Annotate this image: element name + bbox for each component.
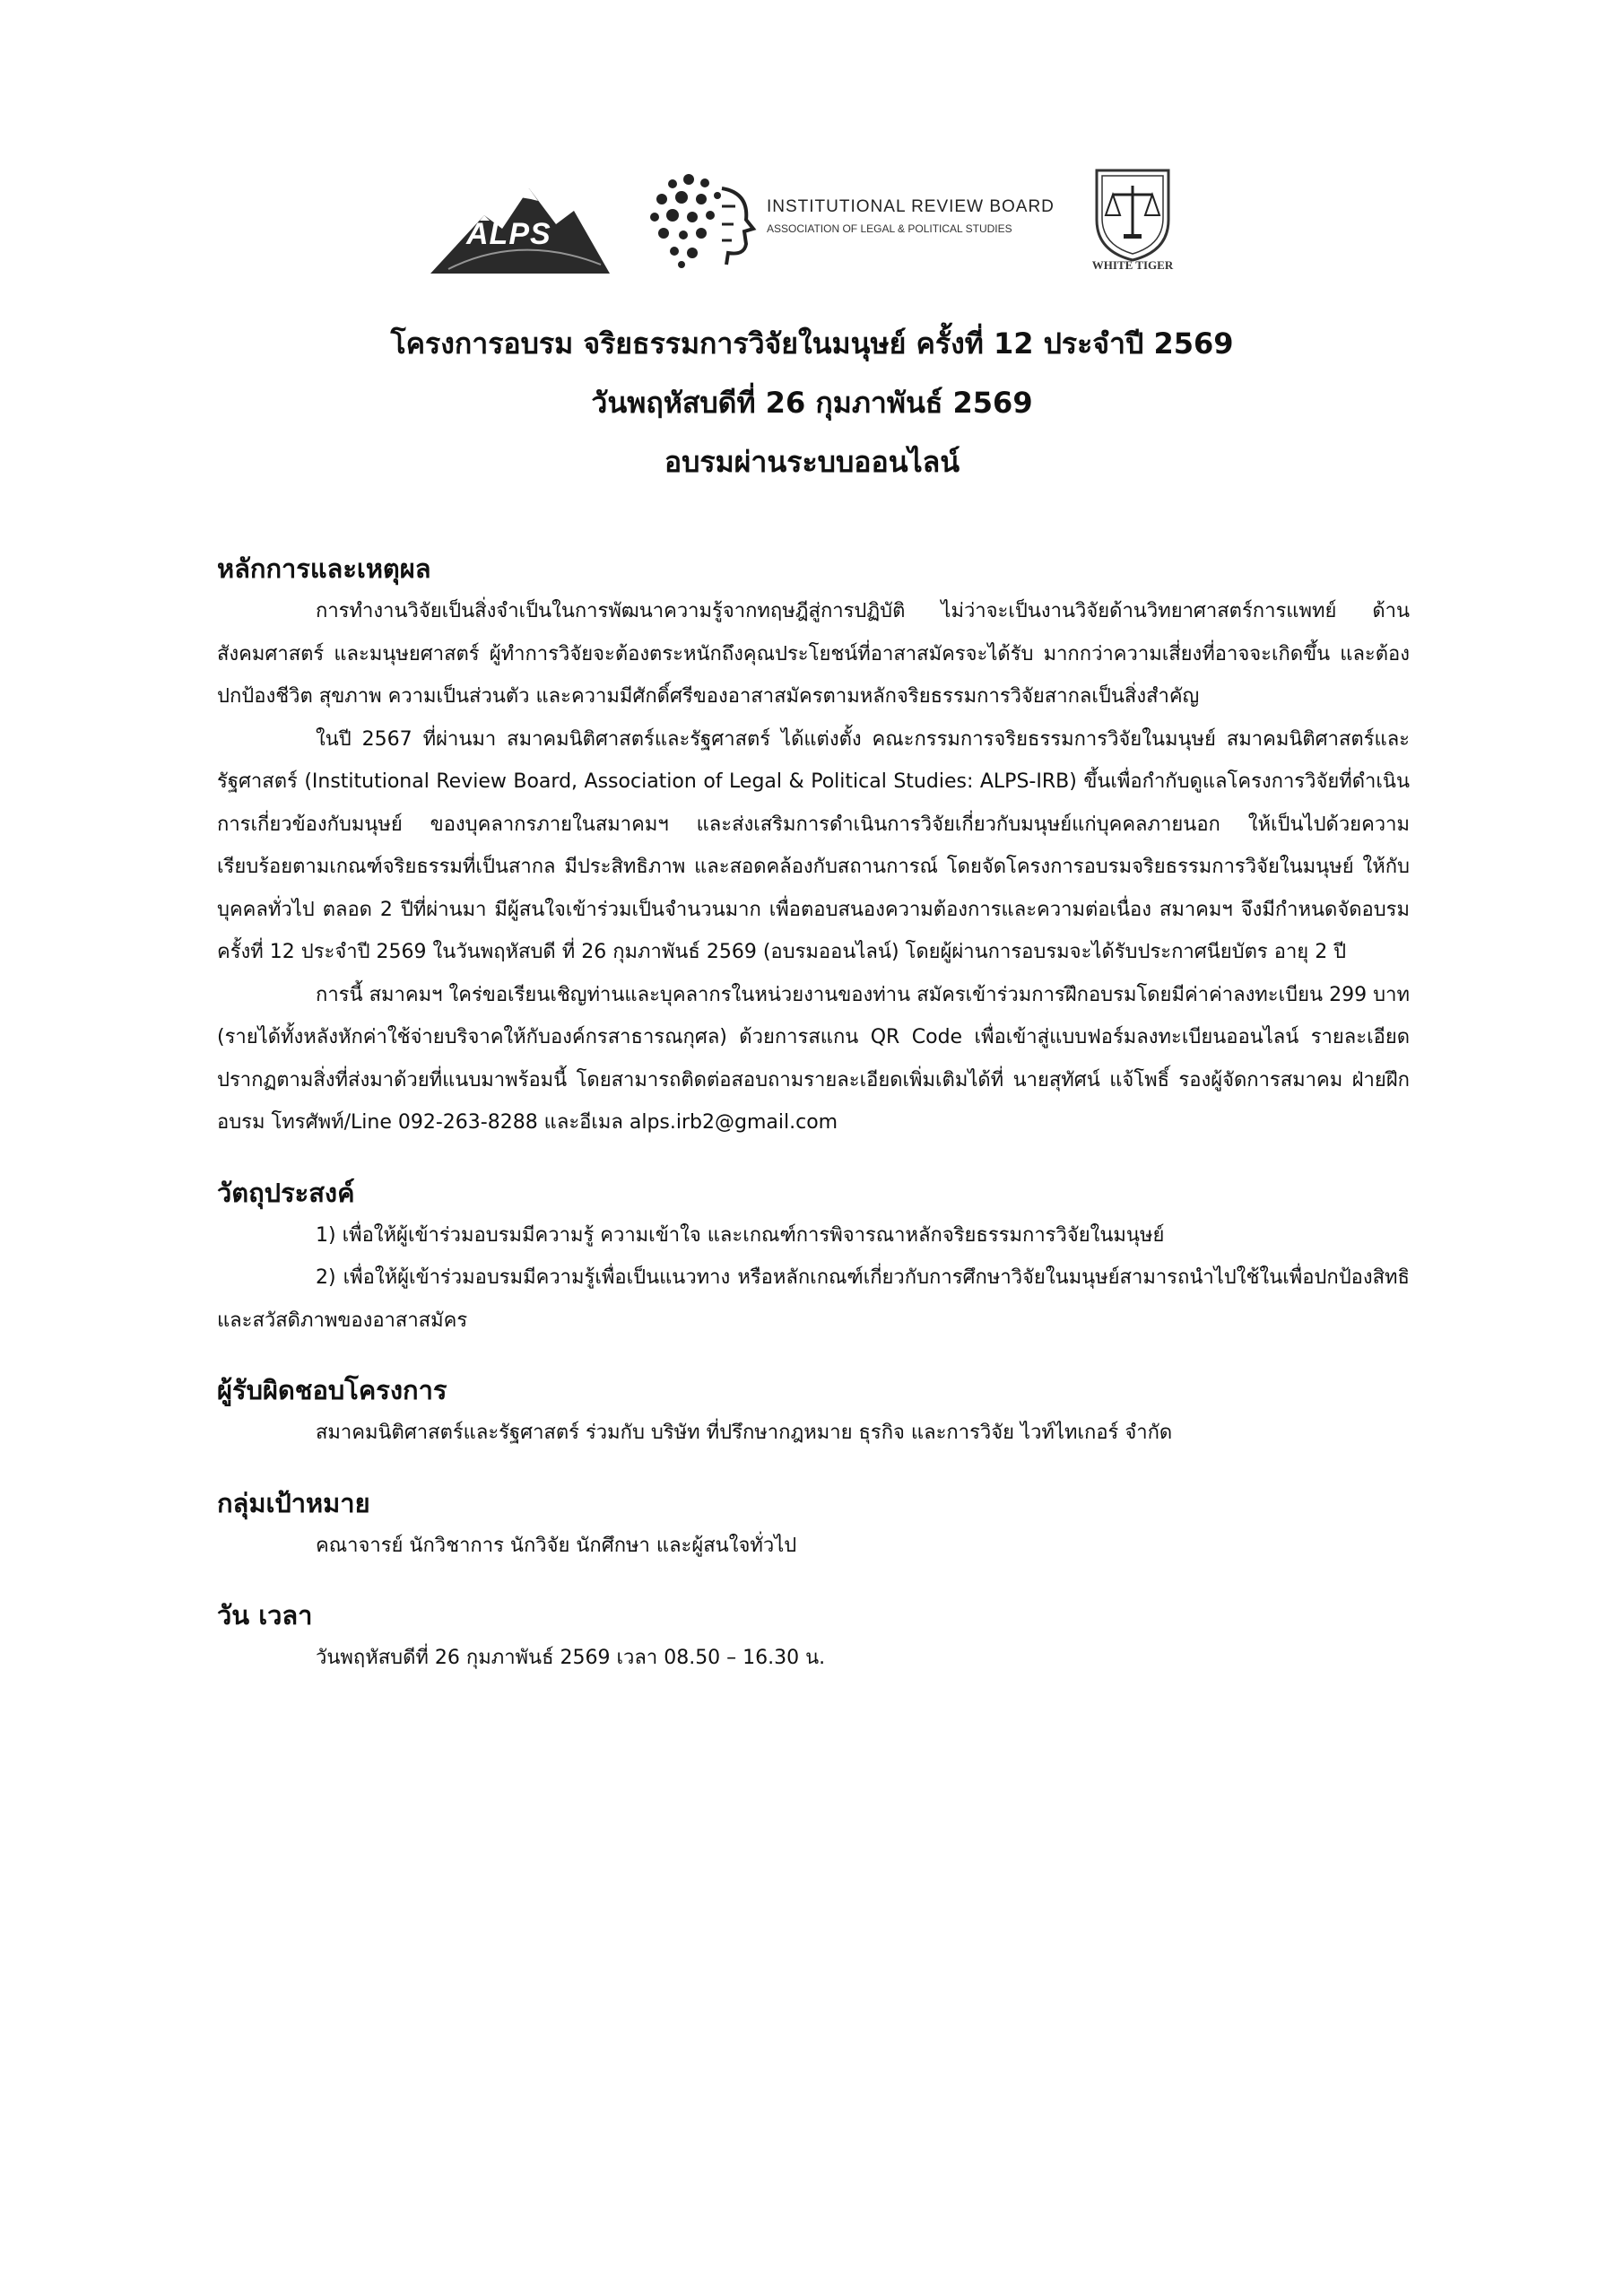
datetime-heading: วัน เวลา xyxy=(217,1600,313,1631)
rationale-paragraph-2: ในปี 2567 ที่ผ่านมา สมาคมนิติศาสตร์และรัฐศาสตร์ ได้แต่งตั้ง คณะกรรมการจริยธรรมการวิจัยในมนุษย์ สมาคมนิติศาสตร์และรัฐศาสตร์ (Institutional Review Board, Association of Legal & Political Studies: ALPS-IRB) ขึ้นเพื่อกำกับดูแลโครงการวิจัยที่ดำเนินการเกี่ยวข้องกับมนุษย์ ของบุคลากรภายในสมาคมฯ และส่งเสริมการดำเนินการวิจัยเกี่ยวกับมนุษย์แก่บุคคลภายนอก ให้เป็นไปด้วยความเรียบร้อยตามเกณฑ์จริยธรรมที่เป็นสากล มีประสิทธิภาพ และสอดคล้องกับสถานการณ์ โดยจัดโครงการอบรมจริยธรรมการวิจัยในมนุษย์ ให้กับบุคคลทั่วไป ตลอด 2 ปีที่ผ่านมา มีผู้สนใจเข้าร่วมเป็นจำนวนมาก เพื่อตอบสนองความต้องการและความต่อเนื่อง สมาคมฯ จึงมีกำหนดจัดอบรมครั้งที่ 12 ประจำปี 2569 ในวันพฤหัสบดี ที่ 26 กุมภาพันธ์ 2569 (อบรมออนไลน์) โดยผู้ผ่านการอบรมจะได้รับประกาศนียบัตร อายุ 2 ปี xyxy=(217,727,1410,963)
title-line-2: วันพฤหัสบดีที่ 26 กุมภาพันธ์ 2569 xyxy=(591,386,1033,420)
document-body xyxy=(217,547,1410,1680)
objective-item-1: 1) เพื่อให้ผู้เข้าร่วมอบรมมีความรู้ ความเข้าใจ และเกณฑ์การพิจารณาหลักจริยธรรมการวิจัยในมนุษย์ xyxy=(316,1223,1165,1247)
target-text: คณาจารย์ นักวิชาการ นักวิจัย นักศึกษา และผู้สนใจทั่วไป xyxy=(316,1534,797,1557)
title-line-3: อบรมผ่านระบบออนไลน์ xyxy=(664,445,960,479)
rationale-paragraph-1: การทำงานวิจัยเป็นสิ่งจำเป็นในการพัฒนาความรู้จากทฤษฎีสู่การปฏิบัติ ไม่ว่าจะเป็นงานวิจัยด้านวิทยาศาสตร์การแพทย์ ด้านสังคมศาสตร์ และมนุษยศาสตร์ ผู้ทำการวิจัยจะต้องตระหนักถึงคุณประโยชน์ที่อาสาสมัครจะได้รับ มากกว่าความเสี่ยงที่อาจจะเกิดขึ้น และต้องปกป้องชีวิต สุขภาพ ความเป็นส่วนตัว และความมีศักดิ์ศรีของอาสาสมัครตามหลักจริยธรรมการวิจัยสากลเป็นสิ่งสำคัญ xyxy=(217,600,1410,708)
title-line-1: โครงการอบรม จริยธรรมการวิจัยในมนุษย์ ครั้งที่ 12 ประจำปี 2569 xyxy=(390,326,1234,361)
brain-network-icon xyxy=(646,170,762,269)
objectives-heading: วัตถุประสงค์ xyxy=(217,1177,355,1208)
irb-title: INSTITUTIONAL REVIEW BOARD xyxy=(767,197,1055,216)
rationale-paragraph-3: การนี้ สมาคมฯ ใคร่ขอเรียนเชิญท่านและบุคลากรในหน่วยงานของท่าน สมัครเข้าร่วมการฝึกอบรมโดยมีค่าค่าลงทะเบียน 299 บาท (รายได้ทั้งหลังหักค่าใช้จ่ายบริจาคให้กับองค์กรสาธารณกุศล) ด้วยการสแกน QR Code เพื่อเข้าสู่แบบฟอร์มลงทะเบียนออนไลน์ รายละเอียดปรากฏตามสิ่งที่ส่งมาด้วยที่แนบมาพร้อมนี้ โดยสามารถติดต่อสอบถามรายละเอียดเพิ่มเติมได้ที่ นายสุทัศน์ แจ้โพธิ์ รองผู้จัดการสมาคม ฝ่ายฝึกอบรม โทรศัพท์/Line 092-263-8288 และอีเมล alps.irb2@gmail.com xyxy=(217,983,1410,1134)
objective-item-2: 2) เพื่อให้ผู้เข้าร่วมอบรมมีความรู้เพื่อเป็นแนวทาง หรือหลักเกณฑ์เกี่ยวกับการศึกษาวิจัยในมนุษย์สามารถนำไปใช้ในเพื่อปกป้องสิทธิ และสวัสดิภาพของอาสาสมัคร xyxy=(217,1266,1410,1332)
irb-subtitle: ASSOCIATION OF LEGAL & POLITICAL STUDIES xyxy=(767,222,1012,235)
alps-logo-text: ALPS xyxy=(466,217,551,251)
target-heading: กลุ่มเป้าหมาย xyxy=(217,1487,370,1518)
responsible-text: สมาคมนิติศาสตร์และรัฐศาสตร์ ร่วมกับ บริษัท ที่ปรึกษากฎหมาย ธุรกิจ และการวิจัย ไวท์ไทเกอร์ จำกัด xyxy=(316,1422,1173,1444)
datetime-text: วันพฤหัสบดีที่ 26 กุมภาพันธ์ 2569 เวลา 08.50 – 16.30 น. xyxy=(316,1647,826,1669)
rationale-heading: หลักการและเหตุผล xyxy=(217,553,431,584)
document-title-block xyxy=(0,314,1624,491)
responsible-heading: ผู้รับผิดชอบโครงการ xyxy=(217,1375,447,1405)
white-tiger-logo-text: WHITE TIGER xyxy=(1091,258,1174,272)
logo-row xyxy=(430,161,1193,287)
